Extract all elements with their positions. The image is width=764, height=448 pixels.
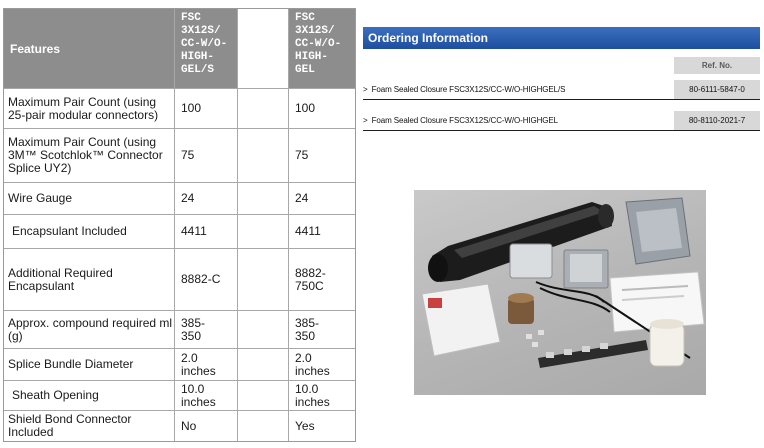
order-row	[363, 111, 760, 131]
value-gel: 8882- 750C	[295, 265, 326, 293]
feature-label: Wire Gauge	[8, 191, 73, 205]
model-header-gel-s: FSC 3X12S/ CC-W/O- HIGH- GEL/S	[175, 9, 238, 88]
value-gel: 4411	[295, 224, 321, 238]
feature-label: Additional Required Encapsulant	[8, 265, 113, 293]
value-gel: 2.0 inches	[295, 350, 330, 378]
feature-label: Approx. compound required ml (g)	[8, 315, 173, 343]
feature-label: Encapsulant Included	[12, 224, 127, 238]
chevron-right-icon: >	[363, 85, 368, 94]
order-item-name: Foam Sealed Closure FSC3X12S/CC-W/O-HIGHGEL	[371, 116, 559, 125]
value-gel-s: No	[181, 418, 197, 433]
table-row	[4, 311, 355, 349]
table-row	[4, 249, 355, 311]
value-gel-s: 385- 350	[181, 315, 206, 343]
product-kit-photo	[414, 190, 706, 395]
value-gel: 10.0 inches	[295, 381, 330, 409]
value-gel-s: 10.0 inches	[181, 381, 216, 409]
order-ref-number: 80-6111-5847-0	[674, 80, 760, 99]
feature-label: Splice Bundle Diameter	[8, 357, 134, 371]
table-row	[4, 349, 355, 381]
product-kit-illustration	[414, 190, 706, 395]
value-gel-s: 75	[181, 148, 195, 162]
value-gel-s: 8882-C	[181, 272, 221, 286]
features-table	[3, 8, 356, 442]
model-header-gel: FSC 3X12S/ CC-W/O- HIGH- GEL	[289, 9, 355, 88]
value-gel: 75	[295, 148, 309, 162]
value-gel: Yes	[295, 418, 315, 433]
ordering-title: Ordering Information	[363, 27, 760, 49]
feature-label: Maximum Pair Count (using 3M™ Scotchlok™ Connector Splice UY2)	[8, 135, 163, 175]
value-gel-s: 4411	[181, 224, 207, 238]
order-row	[363, 80, 760, 100]
table-row	[4, 411, 355, 441]
table-row	[4, 381, 355, 411]
table-row	[4, 183, 355, 215]
value-gel-s: 2.0 inches	[181, 350, 216, 378]
table-row	[4, 129, 355, 183]
chevron-right-icon: >	[363, 116, 368, 125]
value-gel: 100	[295, 101, 316, 115]
feature-label: Shield Bond Connector Included	[8, 412, 132, 439]
value-gel-s: 24	[181, 191, 195, 205]
feature-label: Sheath Opening	[12, 388, 99, 402]
value-gel: 24	[295, 191, 309, 205]
order-item-name: Foam Sealed Closure FSC3X12S/CC-W/O-HIGHGEL/S	[371, 85, 566, 94]
features-header: Features	[4, 9, 175, 88]
value-gel-s: 100	[181, 101, 202, 115]
table-row	[4, 89, 355, 129]
feature-label: Maximum Pair Count (using 25-pair modular connectors)	[8, 94, 159, 122]
blank-header	[238, 9, 289, 88]
features-header-row	[4, 9, 355, 89]
ordering-information	[363, 27, 760, 125]
order-ref-number: 80-8110-2021-7	[674, 111, 760, 130]
value-gel: 385- 350	[295, 315, 320, 343]
ref-no-header: Ref. No.	[674, 57, 760, 74]
table-row	[4, 215, 355, 249]
